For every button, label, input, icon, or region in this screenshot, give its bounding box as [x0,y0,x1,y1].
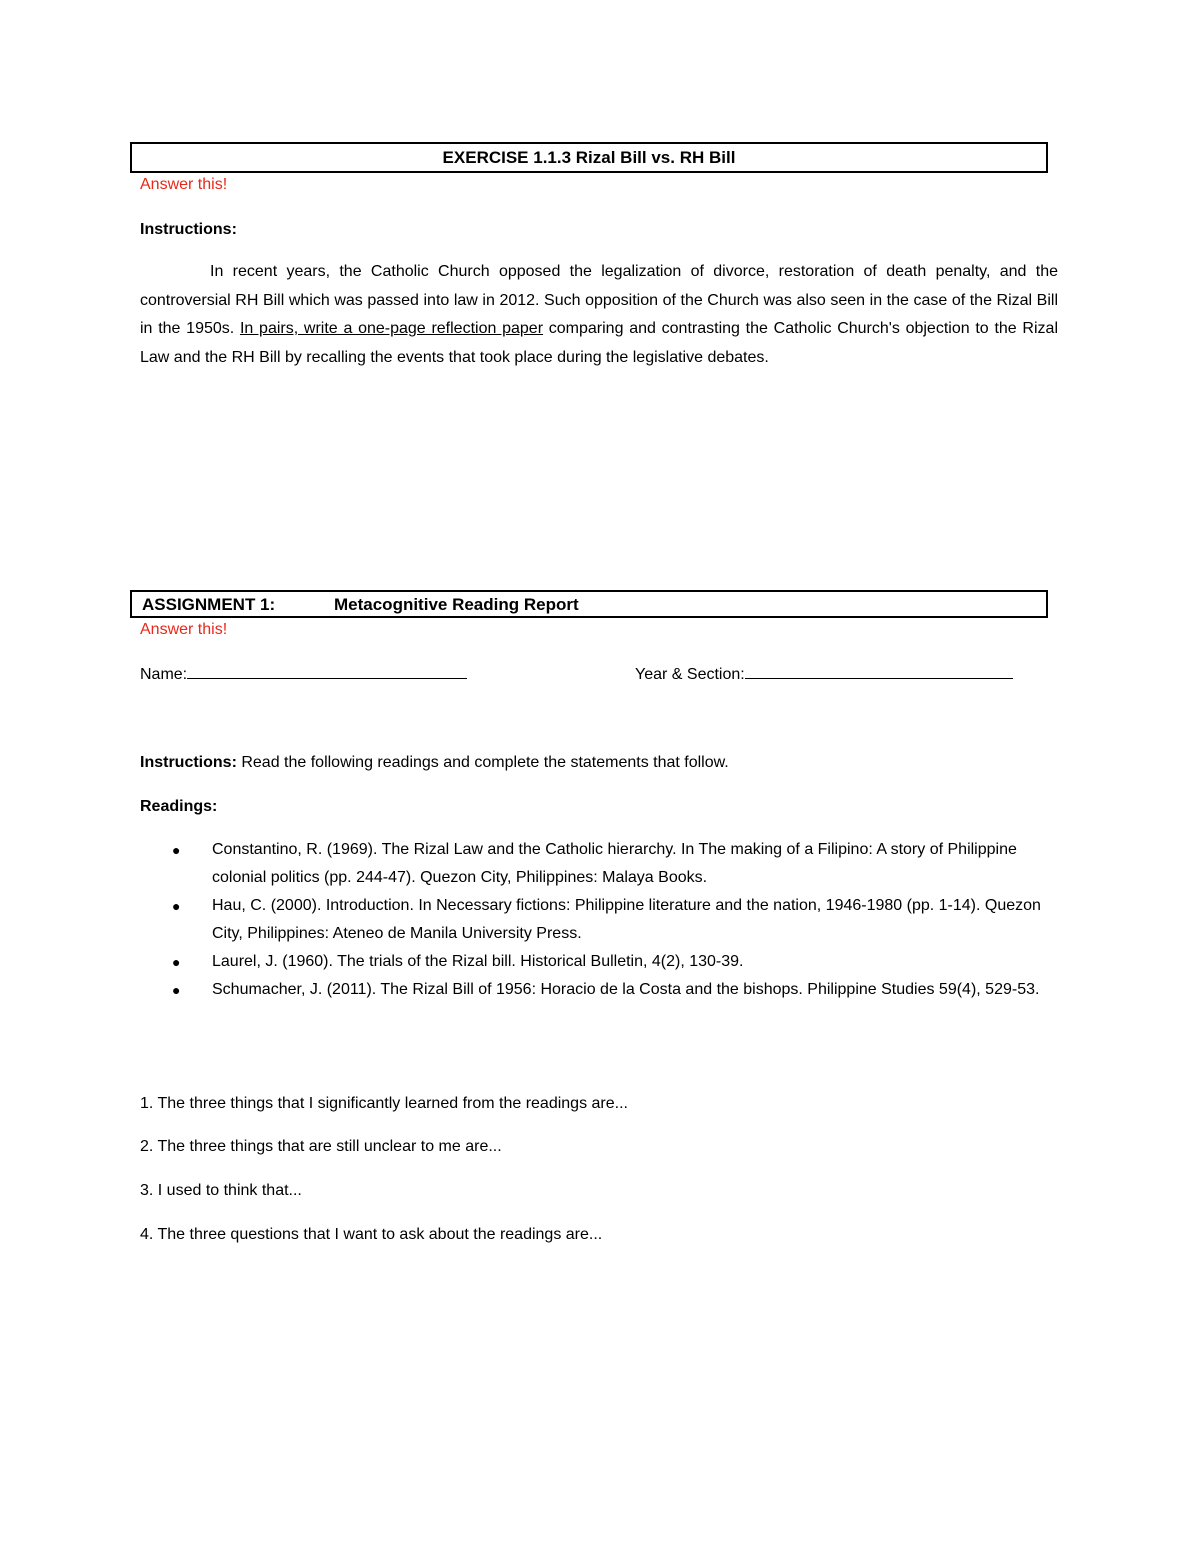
reading-item [140,976,1050,1004]
reading-text: Laurel, J. (1960). The trials of the Rizal bill. Historical Bulletin, 4(2), 130-39. [212,953,744,970]
bullet-icon: ● [172,842,181,858]
readings-list [140,836,1050,1004]
paragraph-part2: comparing and contrasting the Catholic Church's objection to the Rizal Law and the RH Bill by recalling the events that took place during the legislative debates. [140,320,1058,366]
assignment-answer-prompt: Answer this! [140,621,228,638]
statement-2: 2. The three things that are still unclear to me are... [140,1138,502,1155]
assignment-instructions-text: Read the following readings and complete the statements that follow. [236,754,729,771]
name-label: Name: [140,666,188,683]
section-blank-line[interactable] [745,662,1013,679]
exercise-title: EXERCISE 1.1.3 Rizal Bill vs. RH Bill [442,148,736,167]
assignment-label: ASSIGNMENT 1: [142,595,276,614]
bullet-icon: ● [172,954,181,970]
reading-text: Hau, C. (2000). Introduction. In Necessary fictions: Philippine literature and the nation, 1946-1980 (pp. 1-14). Quezon City, Philippines: Ateneo de Manila University Press. [212,897,1041,942]
assignment-instructions [140,749,729,778]
bullet-icon: ● [172,898,181,914]
exercise-instructions-label: Instructions: [140,221,237,238]
name-field-row [140,661,467,690]
statement-3: 3. I used to think that... [140,1182,302,1199]
readings-label: Readings: [140,798,218,815]
reading-item [140,836,1050,892]
exercise-answer-prompt: Answer this! [140,176,228,193]
paragraph-underlined: In pairs, write a one-page reflection paper [239,320,544,337]
exercise-instructions-paragraph [140,258,1058,372]
statement-4: 4. The three questions that I want to ask about the readings are... [140,1226,603,1243]
assignment-title-box [130,590,1048,618]
bullet-icon: ● [172,982,181,998]
reading-item [140,948,1050,976]
reading-text: Constantino, R. (1969). The Rizal Law and the Catholic hierarchy. In The making of a Filipino: A story of Philippine colonial politics (pp. 244-47). Quezon City, Philippines: Malaya Books. [212,841,1017,886]
exercise-title-box [130,142,1048,173]
statement-1: 1. The three things that I significantly learned from the readings are... [140,1095,628,1112]
section-label: Year & Section: [635,666,745,683]
reading-item [140,892,1050,948]
reading-text: Schumacher, J. (2011). The Rizal Bill of 1956: Horacio de la Costa and the bishops. Philippine Studies 59(4), 529-53. [212,981,1040,998]
paragraph-part1: In recent years, the Catholic Church opposed the legalization of divorce, restoration of death penalty, and the controversial RH Bill which was passed into law in 2012. Such opposition of the Church was also seen in the case of the Rizal Bill in the 1950s. [140,263,1058,337]
section-field-row [635,661,1013,690]
assignment-instructions-label: Instructions: [140,754,237,771]
name-blank-line[interactable] [187,662,467,679]
assignment-title: Metacognitive Reading Report [334,595,579,614]
